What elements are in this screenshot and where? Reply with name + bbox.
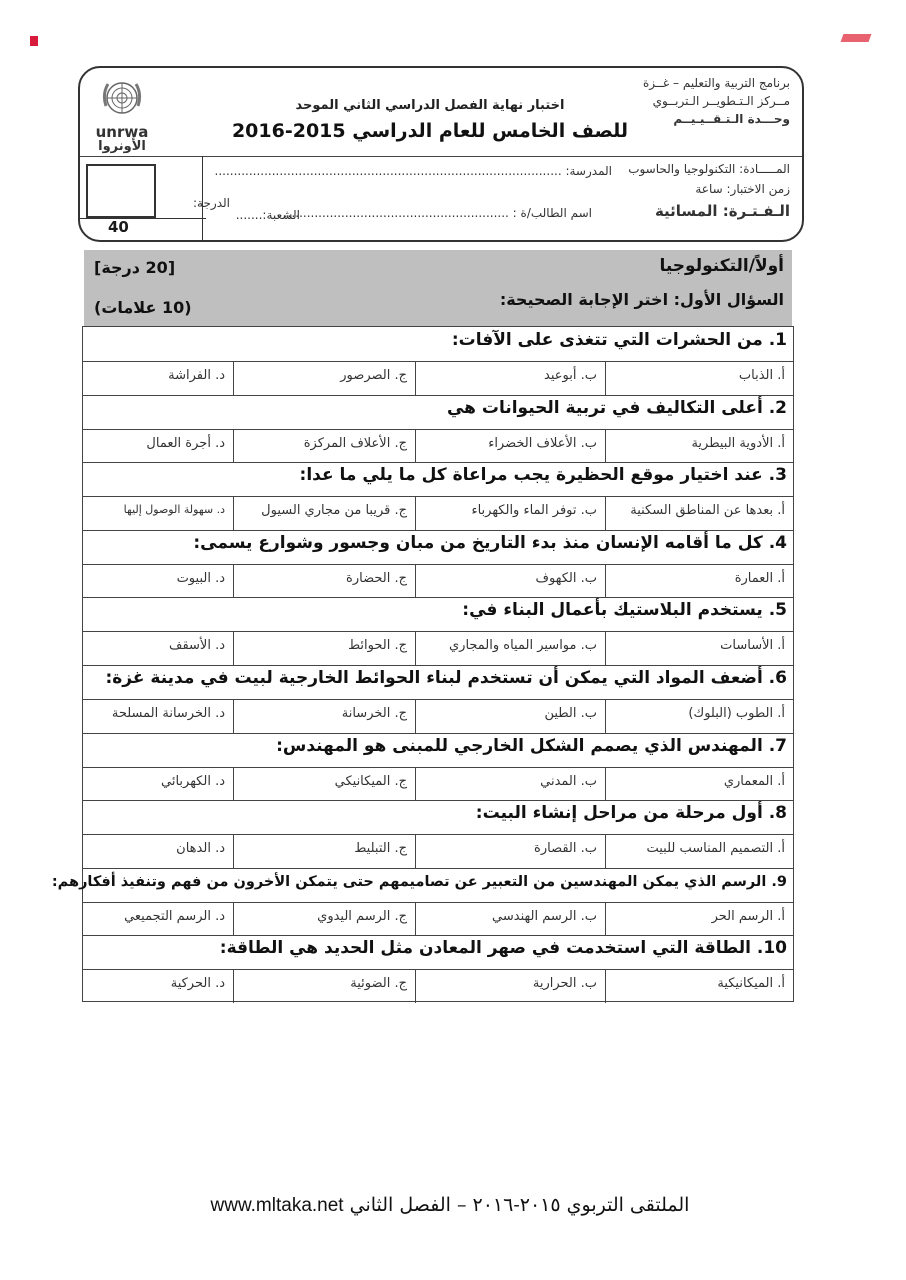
logo-text-arabic: الأونروا xyxy=(98,139,146,154)
option-a: أ. المعماري xyxy=(605,768,793,801)
row-divider xyxy=(83,868,793,869)
option-b: ب. المدني xyxy=(415,768,605,801)
question-text: 4. كل ما أقامه الإنسان منذ بدء التاريخ من مبان وجسور وشوارع يسمى: xyxy=(193,532,787,553)
question-header xyxy=(84,286,792,326)
question-points: (10 علامات) xyxy=(94,298,192,317)
option-d: د. الدهان xyxy=(176,841,225,857)
option-c: ج. التبليط xyxy=(233,835,415,868)
question-row xyxy=(83,395,793,463)
program-line: مــركز الـتـطويــر الـتربــوي xyxy=(652,94,790,108)
option-a: أ. الميكانيكية xyxy=(605,970,793,1003)
row-divider xyxy=(83,395,793,396)
exam-title: اختبار نهاية الفصل الدراسي الثاني الموحد xyxy=(295,98,565,113)
options-row xyxy=(83,902,793,936)
questions-table xyxy=(51,326,794,1002)
option-c: ج. الميكانيكي xyxy=(233,768,415,801)
row-divider xyxy=(83,462,793,463)
option-a: أ. الأدوية البيطرية xyxy=(605,430,793,463)
question-row xyxy=(83,800,793,868)
option-a: أ. الطوب (البلوك) xyxy=(605,700,793,733)
unrwa-logo xyxy=(90,76,154,154)
question-row xyxy=(83,530,793,598)
period-label: الـفـتـرة: المسائية xyxy=(654,202,790,220)
question-text: 6. أضعف المواد التي يمكن أن تستخدم لبناء الحوائط الخارجية لبيت في مدينة غزة: xyxy=(105,668,787,688)
row-divider xyxy=(83,733,793,734)
option-d: د. الفراشة xyxy=(168,368,225,383)
option-d: د. سهولة الوصول إليها xyxy=(123,503,225,517)
option-d: د. الرسم التجميعي xyxy=(124,908,225,924)
footer-text: الملتقى التربوي ٢٠١٥-٢٠١٦ – الفصل الثاني xyxy=(349,1194,690,1216)
option-c: ج. الضوئية xyxy=(233,970,415,1003)
footer-url[interactable]: www.mltaka.net xyxy=(210,1195,344,1216)
time-label: زمن الاختبار: ساعة xyxy=(695,182,790,196)
exam-header xyxy=(78,66,804,242)
option-a: أ. العمارة xyxy=(605,565,793,598)
option-d: د. البيوت xyxy=(176,570,225,586)
grade-divider xyxy=(202,156,203,242)
option-a: أ. الأساسات xyxy=(605,632,793,665)
option-d: د. الأسقف xyxy=(168,638,225,654)
student-name-field: اسم الطالب/ة : ........................................................... xyxy=(283,206,592,220)
options-row xyxy=(83,361,793,395)
options-row xyxy=(83,429,793,463)
question-row xyxy=(83,733,793,801)
options-row xyxy=(83,767,793,801)
option-a: أ. الذباب xyxy=(605,362,793,395)
row-divider xyxy=(83,800,793,801)
question-text: 3. عند اختيار موقع الحظيرة يجب مراعاة كل ما يلي ما عدا: xyxy=(299,465,787,486)
school-field: المدرسة: ........................................................................................... xyxy=(214,164,612,178)
option-b: ب. القصارة xyxy=(415,835,605,868)
question-row xyxy=(83,462,793,530)
question-text: 1. من الحشرات التي تتغذى على الآفات: xyxy=(451,330,787,350)
options-row xyxy=(83,834,793,868)
question-text: 10. الطاقة التي استخدمت في صهر المعادن مثل الحديد هي الطاقة: xyxy=(219,938,787,959)
question-row xyxy=(83,935,793,1003)
program-line: وحـــدة الـتـقــيـيــم xyxy=(673,112,790,126)
option-d: د. الحركية xyxy=(170,976,225,992)
row-divider xyxy=(83,597,793,598)
exam-subtitle: للصف الخامس للعام الدراسي 2015-2016 xyxy=(231,120,629,142)
option-a: أ. الرسم الحر xyxy=(605,903,793,936)
question-row xyxy=(51,868,793,936)
option-b: ب. الطين xyxy=(415,700,605,733)
logo-text-latin: unrwa xyxy=(95,123,149,141)
section-header xyxy=(84,250,792,286)
question-row xyxy=(83,597,793,665)
option-b: ب. أبوعيد xyxy=(415,362,605,395)
option-d: د. الخرسانة المسلحة xyxy=(111,706,225,721)
option-c: ج. الصرصور xyxy=(233,362,415,395)
section-title: أولاً/التكنولوجيا xyxy=(659,256,784,276)
corner-mark xyxy=(30,36,38,46)
option-b: ب. مواسير المياه والمجاري xyxy=(415,632,605,665)
section-field: الشعبة:....... xyxy=(235,208,300,222)
grade-total: 40 xyxy=(108,218,129,236)
option-d: د. أجرة العمال xyxy=(146,435,225,451)
option-c: ج. الخرسانة xyxy=(233,700,415,733)
un-emblem-icon xyxy=(100,76,144,120)
option-b: ب. توفر الماء والكهرباء xyxy=(415,497,605,530)
question-text: 8. أول مرحلة من مراحل إنشاء البيت: xyxy=(475,803,787,824)
option-b: ب. الرسم الهندسي xyxy=(415,903,605,936)
row-divider xyxy=(83,665,793,666)
subject-label: المـــــادة: التكنولوجيا والحاسوب xyxy=(628,162,790,176)
grade-divider xyxy=(80,218,206,219)
options-row xyxy=(83,969,793,1003)
option-c: ج. الحوائط xyxy=(233,632,415,665)
options-row xyxy=(83,699,793,733)
options-row xyxy=(83,564,793,598)
question-row xyxy=(83,327,793,395)
section-points: [20 درجة] xyxy=(94,258,176,277)
option-c: ج. الرسم اليدوي xyxy=(233,903,415,936)
option-b: ب. الحرارية xyxy=(415,970,605,1003)
option-d: د. الكهربائي xyxy=(160,773,225,789)
option-c: ج. الحضارة xyxy=(233,565,415,598)
options-row xyxy=(83,496,793,530)
question-text: 9. الرسم الذي يمكن المهندسين من التعبير عن تصاميمهم حتى يتمكن الأخرون من فهم وتنفيذ أفكارهم: xyxy=(51,873,787,890)
question-text: 2. أعلى التكاليف في تربية الحيوانات هي xyxy=(446,397,787,418)
corner-mark xyxy=(841,34,872,42)
footer xyxy=(120,1194,780,1217)
header-divider xyxy=(80,156,802,157)
row-divider xyxy=(83,935,793,936)
option-a: أ. بعدها عن المناطق السكنية xyxy=(605,497,793,530)
row-divider xyxy=(83,530,793,531)
program-line: برنامج التربية والتعليم – غــزة xyxy=(642,76,790,90)
grade-label: الدرجة: xyxy=(193,196,230,210)
option-b: ب. الأعلاف الخضراء xyxy=(415,430,605,463)
question-text: 5. يستخدم البلاستيك بأعمال البناء في: xyxy=(462,600,787,621)
question-text: 7. المهندس الذي يصمم الشكل الخارجي للمبنى هو المهندس: xyxy=(276,735,787,756)
option-c: ج. قريبا من مجاري السيول xyxy=(233,497,415,530)
grade-box xyxy=(86,164,156,218)
question-row xyxy=(83,665,793,733)
option-b: ب. الكهوف xyxy=(415,565,605,598)
question-title: السؤال الأول: اختر الإجابة الصحيحة: xyxy=(499,290,784,309)
option-a: أ. التصميم المناسب للبيت xyxy=(605,835,793,868)
options-row xyxy=(83,631,793,665)
option-c: ج. الأعلاف المركزة xyxy=(233,430,415,463)
